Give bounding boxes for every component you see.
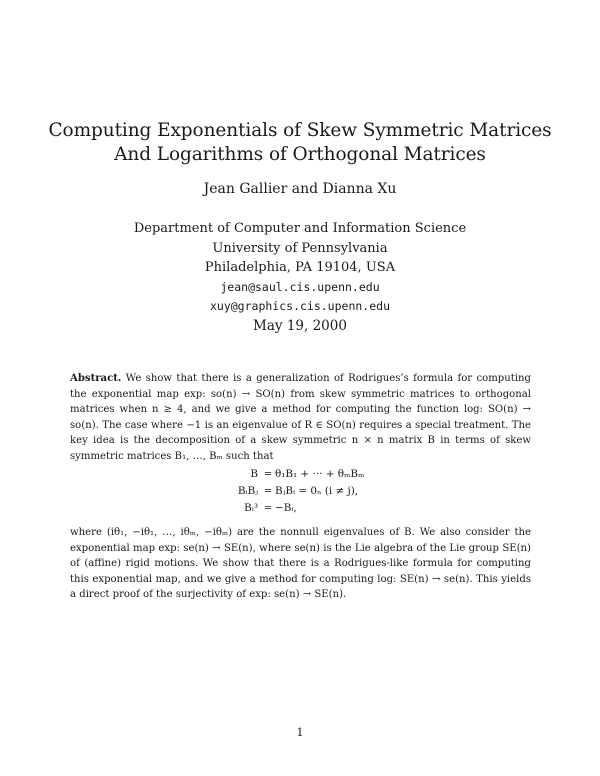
equation-relation: =: [263, 502, 273, 514]
email-1: jean@saul.cis.upenn.edu: [220, 279, 380, 294]
equation-rhs: −Bᵢ,: [275, 502, 297, 514]
abstract-part-1: [70, 371, 531, 464]
paper-title: [40, 119, 560, 167]
equation-block: [180, 466, 420, 517]
equation-row: [180, 483, 420, 500]
city: Philadelphia, PA 19104, USA: [204, 260, 396, 275]
equation-row: [180, 500, 420, 517]
affiliation: [0, 219, 600, 317]
email-2: xuy@graphics.cis.upenn.edu: [209, 299, 390, 313]
department: Department of Computer and Information Science: [133, 221, 467, 236]
equation-row: [180, 466, 420, 483]
abstract-part-2: where (iθ₁, −iθ₁, …, iθₘ, −iθₘ) are the nonnull eigenvalues of B. We also consider the exponential map exp: se(n) → SE(n), where se(n) is the Lie algebra of the Lie group SE(n) of (affine) rigid motions. We show that there is a Rodrigues-like formula for computing this exponential map, and we give a method for computing log: SE(n) → se(n). This yields a direct proof of the surjectivity of exp: se(n) → SE(n).: [70, 527, 531, 600]
equation-rhs: BⱼBᵢ = 0ₙ (i ≠ j),: [275, 485, 359, 497]
equation-relation: =: [263, 485, 273, 497]
title-line-2: And Logarithms of Orthogonal Matrices: [114, 144, 486, 165]
abstract-text-1: We show that there is a generalization of Rodrigues’s formula for computing the exponential map exp: so(n) → SO(n) from skew symmetric matrices to orthogonal matrices when n ≥ 4, and we give a method for computing the function log: SO(n) → so(n). The case where −1 is an eigenvalue of R ∈ SO(n) requires a special treatment. The key idea is the decomposition of a skew symmetric n × n matrix B in terms of skew symmetric matrices B₁, …, Bₘ such that: [70, 373, 531, 462]
equation-lhs: BᵢBⱼ: [237, 485, 258, 497]
date: May 19, 2000: [253, 318, 347, 334]
page-number: 1: [296, 726, 304, 739]
title-line-1: Computing Exponentials of Skew Symmetric Matrices: [48, 120, 552, 141]
equation-lhs: B: [250, 468, 258, 480]
abstract-heading: Abstract.: [70, 373, 122, 384]
equation-rhs: θ₁B₁ + ··· + θₘBₘ: [275, 468, 365, 480]
equation-relation: =: [263, 468, 273, 480]
university: University of Pennsylvania: [212, 240, 388, 256]
equation-lhs: Bᵢ³: [244, 502, 258, 514]
authors: Jean Gallier and Dianna Xu: [203, 181, 397, 197]
